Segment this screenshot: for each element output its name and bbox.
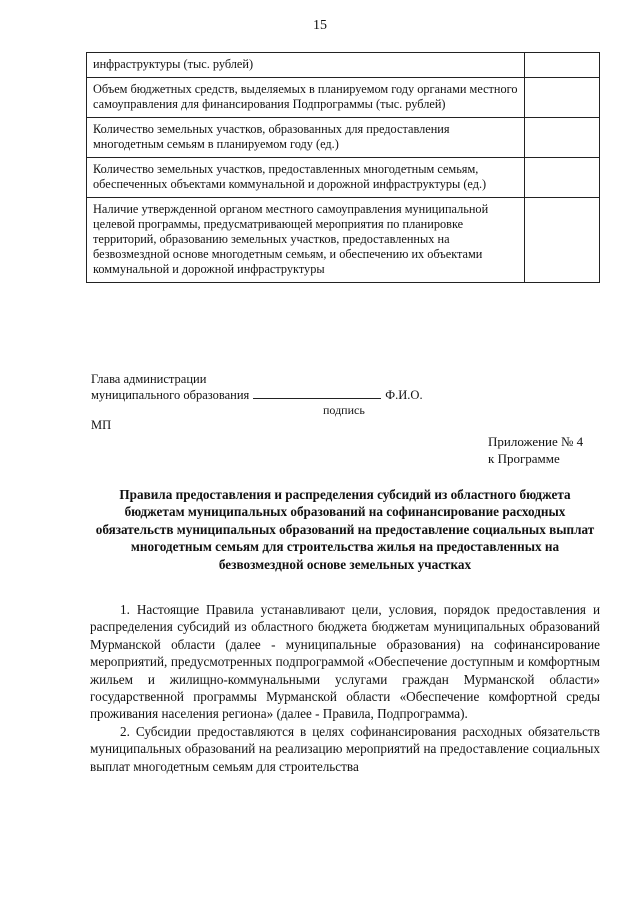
table-row (87, 53, 600, 78)
criterion-cell: Количество земельных участков, образованных для предоставления многодетным семьям в планируемом году (ед.) (87, 118, 525, 158)
criterion-cell: Объем бюджетных средств, выделяемых в планируемом году органами местного самоуправления для финансирования Подпрограммы (тыс. рублей) (87, 78, 525, 118)
signature-title: Глава администрации (91, 372, 207, 386)
table-row (87, 78, 600, 118)
value-cell (525, 158, 600, 198)
signature-underline (253, 387, 381, 399)
rules-title: Правила предоставления и распределения субсидий из областного бюджета бюджетам муниципальных образований на софинансирование расходных обязательств муниципальных образований на предоставление социальных выплат многодетным семьям для строительства жилья на предоставленных на безвозмездной основе земельных участках (95, 487, 595, 572)
paragraph: 1. Настоящие Правила устанавливают цели, условия, порядок предоставления и распределения субсидий из областного бюджета бюджетам муниципальных образований Мурманской области (далее - муниципальные образования) на софинансирование мероприятий, предусмотренных подпрограммой «Обеспечение доступным и комфортным жильем и жилищно-коммунальными услугами граждан Мурманской области» государственной программы Мурманской области «Обеспечение комфортной среды проживания населения региона» (далее - Правила, Подпрограмма). (90, 602, 600, 722)
signature-line (91, 387, 423, 403)
signature-org: муниципального образования (91, 388, 250, 402)
criteria-table (86, 52, 600, 283)
body-text (90, 601, 600, 775)
value-cell (525, 198, 600, 283)
appendix-number: Приложение № 4 (488, 434, 584, 449)
signature-caption: подпись (323, 403, 365, 417)
criterion-cell: Количество земельных участков, предоставленных многодетным семьям, обеспеченных объектами коммунальной и дорожной инфраструктуры (ед.) (87, 158, 525, 198)
table-row (87, 198, 600, 283)
value-cell (525, 118, 600, 158)
table-row (87, 118, 600, 158)
appendix-program: к Программе (488, 451, 560, 466)
paragraph: 2. Субсидии предоставляются в целях софинансирования расходных обязательств муниципальных образований на реализацию мероприятий на предоставление социальных выплат многодетным семьям для строительства (90, 723, 600, 774)
appendix-header (488, 433, 583, 467)
signature-fio: Ф.И.О. (385, 388, 423, 402)
signature-block (91, 372, 423, 418)
criterion-cell: Наличие утвержденной органом местного самоуправления муниципальной целевой программы, предусматривающей мероприятия по планировке территорий, образованию земельных участков, предоставленных на безвозмездной основе многодетным семьям, и обеспечению их объектами коммунальной и дорожной инфраструктуры (87, 198, 525, 283)
page-number: 15 (313, 18, 327, 33)
table-row (87, 158, 600, 198)
value-cell (525, 78, 600, 118)
value-cell (525, 53, 600, 78)
stamp-label: МП (91, 418, 112, 432)
criterion-cell: инфраструктуры (тыс. рублей) (87, 53, 525, 78)
